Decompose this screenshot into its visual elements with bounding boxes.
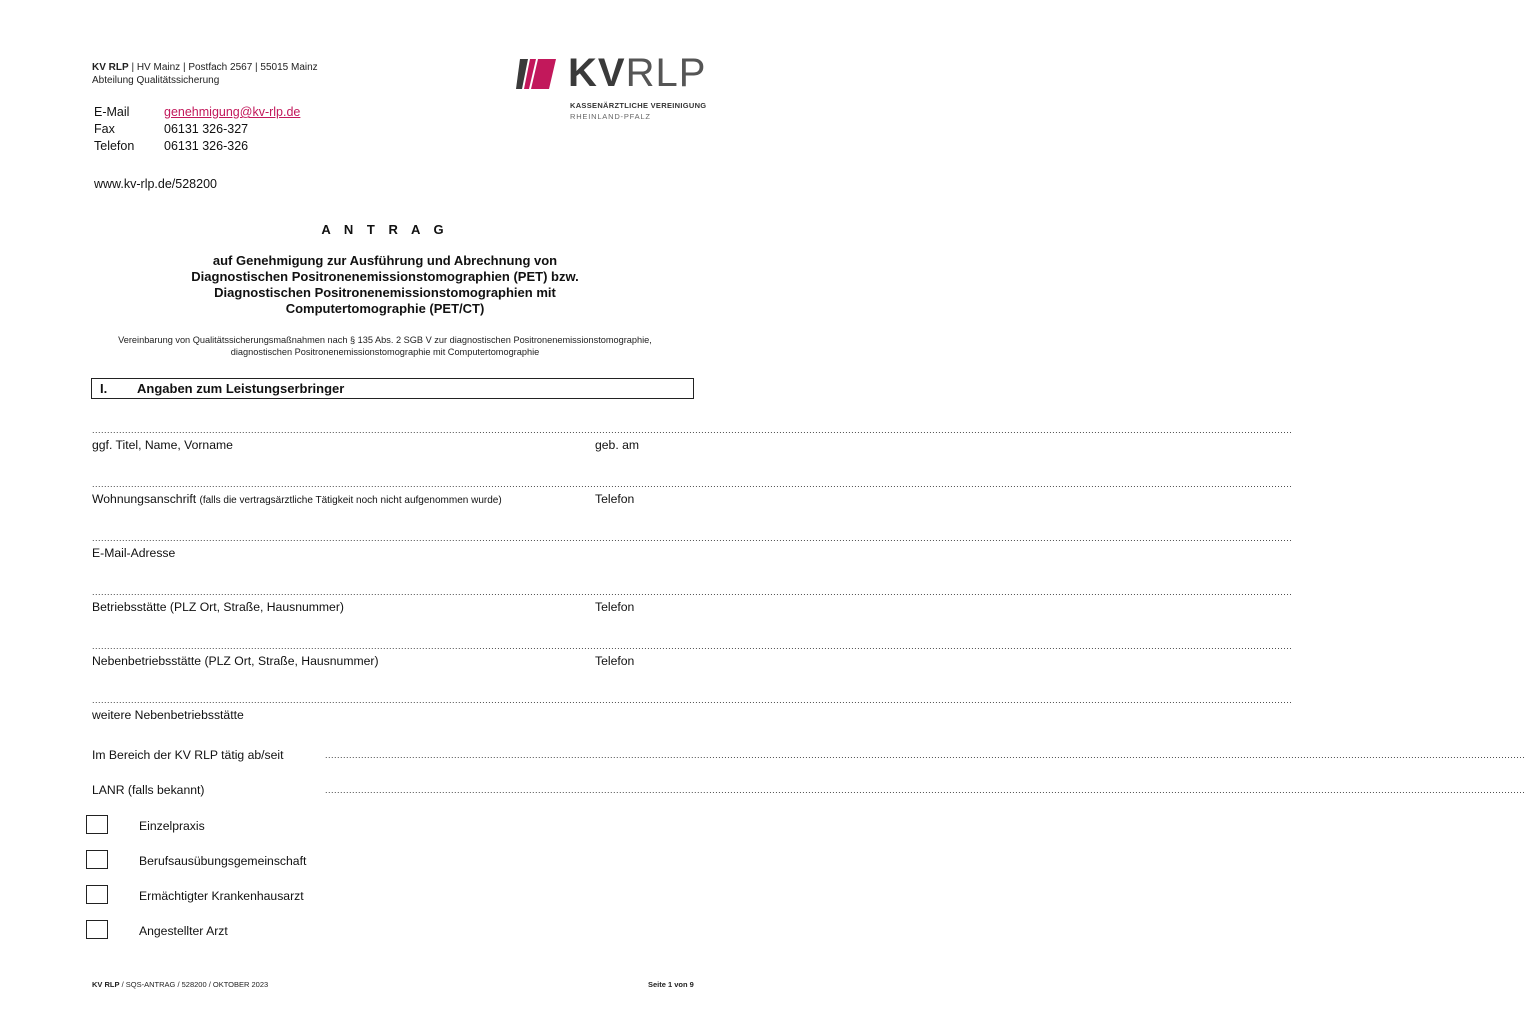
checkbox-employed-doctor[interactable] [86,920,108,939]
footer-reference [92,980,268,989]
department: Abteilung Qualitätssicherung [92,75,220,86]
field-label-secondary-site: Nebenbetriebsstätte (PLZ Ort, Straße, Hausnummer) [92,654,379,668]
email-row [94,104,394,121]
field-label-email: E-Mail-Adresse [92,546,176,560]
logo-rlp: RLP [625,51,707,95]
phone-label: Telefon [94,139,135,153]
document-subtitle [0,253,770,317]
fill-line-home-address[interactable]: ................................................................................................................................................................................................................................................................................................................................................................................................................ [92,479,1293,489]
subtitle-line: Diagnostischen Positronenemissionstomographien (PET) bzw. [191,269,579,284]
field-label-secondary-phone: Telefon [595,654,635,668]
logo-line1: KASSENÄRZTLICHE VEREINIGUNG [570,101,707,110]
field-label-lanr: LANR (falls bekannt) [92,783,205,797]
website-link[interactable]: www.kv-rlp.de/528200 [94,177,217,191]
checkbox-hospital-doctor[interactable] [86,885,108,904]
section-header [91,378,694,399]
logo-mark-icon [516,57,558,91]
field-label-active-since: Im Bereich der KV RLP tätig ab/seit [92,748,284,762]
email-label: E-Mail [94,105,130,119]
subtitle-line: Computertomographie (PET/CT) [285,301,485,316]
subtitle-line: auf Genehmigung zur Ausführung und Abrechnung von [212,253,558,268]
section-number: I. [100,381,108,396]
field-label-home-address: Wohnungsanschrift (falls die vertragsärztliche Tätigkeit noch nicht aufgenommen wurde) [92,492,502,506]
footer-org: KV RLP [92,980,120,989]
note-line: Vereinbarung von Qualitätssicherungsmaßnahmen nach § 135 Abs. 2 SGB V zur diagnostischen Positronenemissionstomographie, [118,335,652,345]
fill-line-active-since[interactable]: ................................................................................................................................................................................................................................................................................................................................................................................................................ [325,750,1525,760]
fill-line-practice-site[interactable]: ................................................................................................................................................................................................................................................................................................................................................................................................................ [92,587,1293,597]
subtitle-line: Diagnostischen Positronenemissionstomographien mit [214,285,556,300]
logo-wordmark [568,51,706,95]
checkbox-bag[interactable] [86,850,108,869]
fax-label: Fax [94,122,115,136]
checkbox-label: Angestellter Arzt [139,924,228,938]
footer-page-number: Seite 1 von 9 [648,980,694,989]
sender-line [92,61,318,74]
checkbox-einzelpraxis[interactable] [86,815,108,834]
sender-block [92,61,318,87]
field-label-birthdate: geb. am [595,438,640,452]
fax-value: 06131 326-327 [164,122,249,136]
fill-line-secondary-site[interactable]: ................................................................................................................................................................................................................................................................................................................................................................................................................ [92,641,1293,651]
phone-value: 06131 326-326 [164,139,249,153]
note-line: diagnostischen Positronenemissionstomographie mit Computertomographie [230,347,540,357]
logo-kv: KV [568,51,626,95]
field-label-practice-site: Betriebsstätte (PLZ Ort, Straße, Hausnummer) [92,600,344,614]
sender-address: | HV Mainz | Postfach 2567 | 55015 Mainz [128,62,318,73]
kvrlp-logo [516,51,716,125]
fill-line-name[interactable]: ................................................................................................................................................................................................................................................................................................................................................................................................................ [92,425,1293,435]
fill-line-email[interactable]: ................................................................................................................................................................................................................................................................................................................................................................................................................ [92,533,1293,543]
sender-org: KV RLP [92,62,129,73]
footer-ref: / SQS-ANTRAG / 528200 / OKTOBER 2023 [119,980,269,989]
phone-row [94,138,394,155]
document-title: A N T R A G [321,222,449,237]
checkbox-label: Einzelpraxis [139,819,205,833]
fax-row [94,121,394,138]
legal-note [0,334,770,358]
logo-line2: RHEINLAND-PFALZ [570,112,651,121]
checkbox-label: Ermächtigter Krankenhausarzt [139,889,304,903]
email-link[interactable]: genehmigung@kv-rlp.de [164,105,301,119]
section-title: Angaben zum Leistungserbringer [137,381,345,396]
fill-line-further-site[interactable]: ................................................................................................................................................................................................................................................................................................................................................................................................................ [92,695,1293,705]
field-label-name: ggf. Titel, Name, Vorname [92,438,233,452]
contact-block [94,104,394,156]
checkbox-label: Berufsausübungsgemeinschaft [139,854,307,868]
field-label-practice-phone: Telefon [595,600,635,614]
fill-line-lanr[interactable]: ................................................................................................................................................................................................................................................................................................................................................................................................................ [325,785,1525,795]
field-label-home-phone: Telefon [595,492,635,506]
field-label-further-site: weitere Nebenbetriebsstätte [92,708,244,722]
